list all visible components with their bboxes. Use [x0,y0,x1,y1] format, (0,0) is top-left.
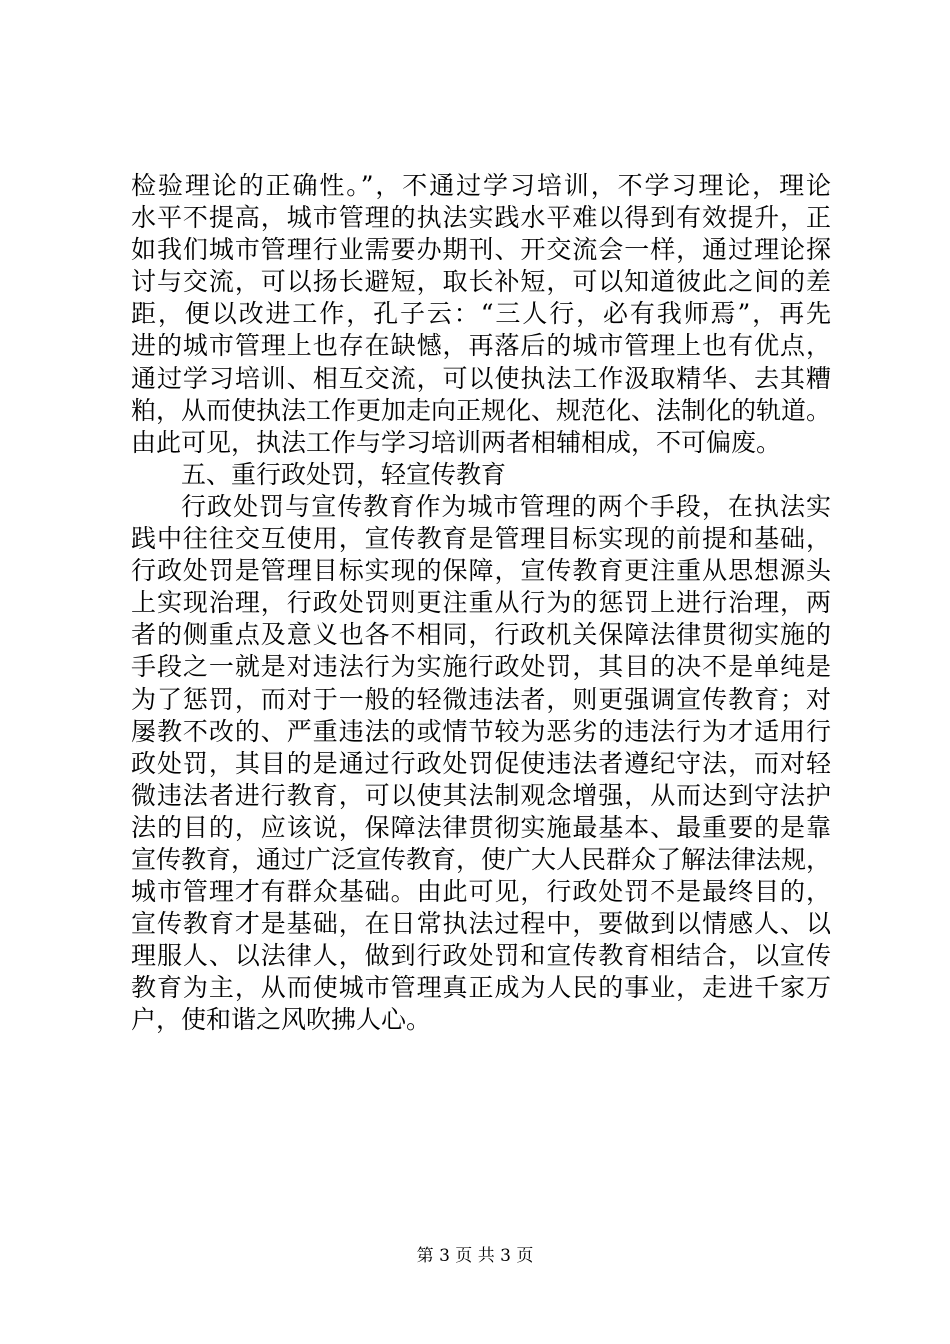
text-line-7: 通过学习培训、相互交流，可以使执法工作汲取精华、去其糟 [131,363,831,393]
text-line-12: 践中往往交互使用，宣传教育是管理目标实现的前提和基础， [131,524,831,554]
page-number-label: 第 3 页 共 3 页 [416,1246,534,1266]
text-line-14: 上实现治理，行政处罚则更注重从行为的惩罚上进行治理，两 [131,588,831,618]
text-line-5: 距，便以改进工作，孔子云：“三人行，必有我师焉”，再先 [131,299,831,329]
text-line-4: 讨与交流，可以扬长避短，取长补短，可以知道彼此之间的差 [131,267,831,297]
text-line-26: 教育为主，从而使城市管理真正成为人民的事业，走进千家万 [131,973,831,1003]
text-line-19: 政处罚，其目的是通过行政处罚促使违法者遵纪守法，而对轻 [131,748,831,778]
text-line-25: 理服人、以法律人，做到行政处罚和宣传教育相结合，以宣传 [131,941,831,971]
text-line-1: 检验理论的正确性。”，不通过学习培训，不学习理论，理论 [131,171,831,200]
text-line-8: 粕，从而使执法工作更加走向正规化、规范化、法制化的轨道。 [131,395,832,425]
page-footer [0,1244,950,1268]
text-line-15: 者的侧重点及意义也各不相同，行政机关保障法律贯彻实施的 [131,620,831,650]
text-line-16: 手段之一就是对违法行为实施行政处罚，其目的决不是单纯是 [131,652,831,682]
text-line-6: 进的城市管理上也存在缺憾，再落后的城市管理上也有优点， [131,331,831,361]
section-heading: 五、重行政处罚，轻宣传教育 [181,459,507,489]
text-line-20: 微违法者进行教育，可以使其法制观念增强，从而达到守法护 [131,780,831,810]
text-line-18: 屡教不改的、严重违法的或情节较为恶劣的违法行为才适用行 [131,716,831,746]
text-line-13: 行政处罚是管理目标实现的保障，宣传教育更注重从思想源头 [131,556,831,586]
text-line-24: 宣传教育才是基础，在日常执法过程中，要做到以情感人、以 [131,909,831,939]
text-line-22: 宣传教育，通过广泛宣传教育，使广大人民群众了解法律法规， [131,844,832,874]
text-line-2: 水平不提高，城市管理的执法实践水平难以得到有效提升，正 [131,203,831,233]
text-line-9: 由此可见，执法工作与学习培训两者相辅相成，不可偏废。 [131,427,782,457]
text-line-21: 法的目的，应该说，保障法律贯彻实施最基本、最重要的是靠 [131,812,831,842]
text-line-11: 行政处罚与宣传教育作为城市管理的两个手段，在执法实 [181,491,831,521]
text-line-23: 城市管理才有群众基础。由此可见，行政处罚不是最终目的， [131,877,831,907]
text-line-17: 为了惩罚，而对于一般的轻微违法者，则更强调宣传教育；对 [131,684,831,714]
text-line-3: 如我们城市管理行业需要办期刊、开交流会一样，通过理论探 [131,235,831,265]
text-line-27: 户，使和谐之风吹拂人心。 [131,1005,432,1035]
document-body [131,170,831,1037]
